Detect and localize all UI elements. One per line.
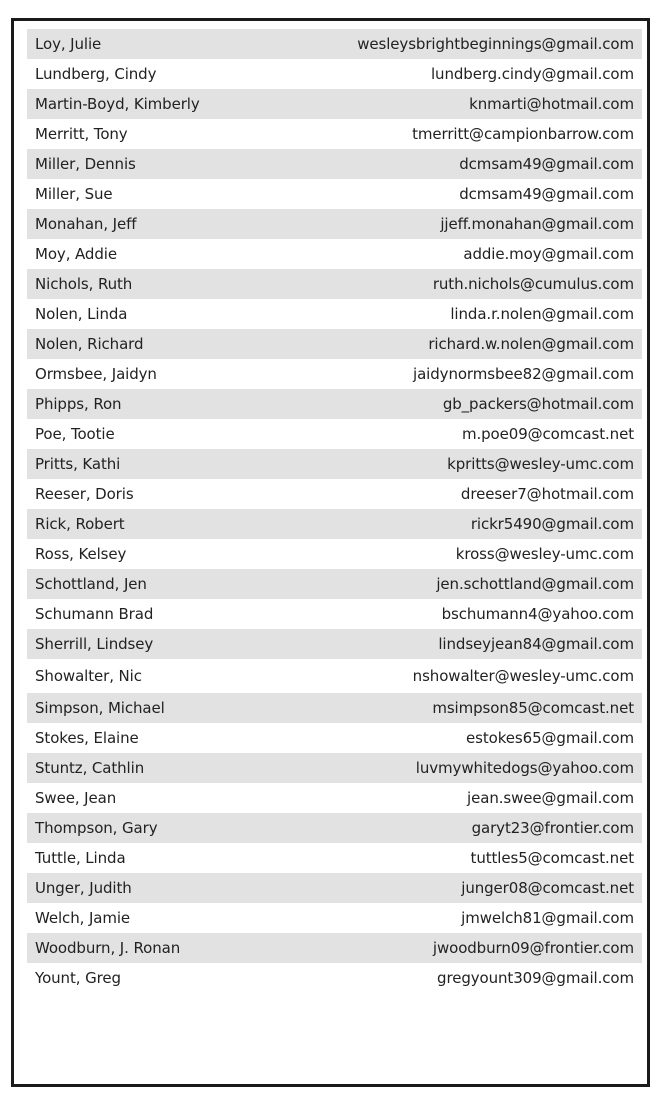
contact-name: Stuntz, Cathlin: [35, 759, 145, 777]
contact-name: Loy, Julie: [35, 35, 102, 53]
contact-email[interactable]: jwoodburn09@frontier.com: [432, 939, 634, 957]
contact-name: Nolen, Richard: [35, 335, 144, 353]
contact-email[interactable]: kpritts@wesley-umc.com: [447, 455, 634, 473]
contact-name: Yount, Greg: [35, 969, 121, 987]
contact-email[interactable]: tuttles5@comcast.net: [470, 849, 634, 867]
contact-name: Miller, Dennis: [35, 155, 136, 173]
table-row: [27, 813, 642, 843]
contact-email[interactable]: rickr5490@gmail.com: [470, 515, 634, 533]
contact-email[interactable]: jaidynormsbee82@gmail.com: [413, 365, 634, 383]
contact-email[interactable]: dreeser7@hotmail.com: [460, 485, 634, 503]
contact-name: Welch, Jamie: [35, 909, 131, 927]
contact-name: Reeser, Doris: [35, 485, 134, 503]
contact-email[interactable]: nshowalter@wesley-umc.com: [412, 667, 634, 685]
contact-email[interactable]: jmwelch81@gmail.com: [461, 909, 634, 927]
table-row: [27, 239, 642, 269]
table-row: [27, 629, 642, 659]
contact-name: Nolen, Linda: [35, 305, 128, 323]
contact-name: Martin-Boyd, Kimberly: [35, 95, 200, 113]
contact-name: Thompson, Gary: [35, 819, 158, 837]
contact-email[interactable]: wesleysbrightbeginnings@gmail.com: [357, 35, 634, 53]
contact-name: Merritt, Tony: [35, 125, 128, 143]
table-row: [27, 149, 642, 179]
directory-frame: [11, 18, 650, 1087]
table-row: [27, 599, 642, 629]
contact-email[interactable]: garyt23@frontier.com: [471, 819, 634, 837]
table-row: [27, 693, 642, 723]
contact-name: Phipps, Ron: [35, 395, 122, 413]
table-row: [27, 723, 642, 753]
table-row: [27, 843, 642, 873]
table-row: [27, 479, 642, 509]
contact-name: Showalter, Nic: [35, 667, 142, 685]
table-row: [27, 873, 642, 903]
contact-email[interactable]: lindseyjean84@gmail.com: [438, 635, 634, 653]
table-row: [27, 119, 642, 149]
table-row: [27, 509, 642, 539]
contact-email[interactable]: jjeff.monahan@gmail.com: [440, 215, 634, 233]
contact-email[interactable]: richard.w.nolen@gmail.com: [428, 335, 634, 353]
contact-name: Pritts, Kathi: [35, 455, 121, 473]
table-row: [27, 419, 642, 449]
contact-email[interactable]: m.poe09@comcast.net: [461, 425, 634, 443]
table-row: [27, 179, 642, 209]
contact-email[interactable]: linda.r.nolen@gmail.com: [450, 305, 634, 323]
table-row: [27, 329, 642, 359]
contact-name: Swee, Jean: [35, 789, 117, 807]
table-row: [27, 569, 642, 599]
contact-email[interactable]: estokes65@gmail.com: [466, 729, 634, 747]
contact-email[interactable]: dcmsam49@gmail.com: [459, 155, 634, 173]
contact-email[interactable]: junger08@comcast.net: [461, 879, 634, 897]
contact-name: Simpson, Michael: [35, 699, 165, 717]
contact-email[interactable]: dcmsam49@gmail.com: [459, 185, 634, 203]
contact-email[interactable]: gregyount309@gmail.com: [437, 969, 634, 987]
table-row: [27, 449, 642, 479]
contact-name: Rick, Robert: [35, 515, 125, 533]
contact-name: Sherrill, Lindsey: [35, 635, 154, 653]
contact-email[interactable]: jean.swee@gmail.com: [467, 789, 634, 807]
contact-name: Poe, Tootie: [35, 425, 115, 443]
contact-email[interactable]: lundberg.cindy@gmail.com: [430, 65, 634, 83]
contact-email[interactable]: tmerritt@campionbarrow.com: [412, 125, 634, 143]
table-row: [27, 269, 642, 299]
table-row: [27, 89, 642, 119]
contact-name: Nichols, Ruth: [35, 275, 133, 293]
table-row: [27, 753, 642, 783]
contact-email[interactable]: knmarti@hotmail.com: [469, 95, 634, 113]
table-row: [27, 963, 642, 993]
table-row: [27, 209, 642, 239]
contact-email[interactable]: gb_packers@hotmail.com: [442, 395, 634, 413]
table-row: [27, 389, 642, 419]
contact-name: Moy, Addie: [35, 245, 117, 263]
contact-name: Tuttle, Linda: [35, 849, 126, 867]
directory-table: [27, 29, 642, 993]
contact-email[interactable]: ruth.nichols@cumulus.com: [432, 275, 634, 293]
table-row: [27, 933, 642, 963]
contact-name: Monahan, Jeff: [35, 215, 137, 233]
contact-email[interactable]: addie.moy@gmail.com: [463, 245, 634, 263]
contact-email[interactable]: msimpson85@comcast.net: [432, 699, 634, 717]
contact-name: Schottland, Jen: [35, 575, 147, 593]
contact-name: Miller, Sue: [35, 185, 113, 203]
table-row: [27, 299, 642, 329]
table-row: [27, 903, 642, 933]
table-row: [27, 359, 642, 389]
table-row: [27, 659, 642, 693]
contact-name: Ormsbee, Jaidyn: [35, 365, 157, 383]
contact-name: Unger, Judith: [35, 879, 132, 897]
contact-name: Lundberg, Cindy: [35, 65, 157, 83]
contact-name: Ross, Kelsey: [35, 545, 127, 563]
table-row: [27, 539, 642, 569]
contact-email[interactable]: kross@wesley-umc.com: [455, 545, 634, 563]
contact-email[interactable]: jen.schottland@gmail.com: [436, 575, 634, 593]
contact-name: Woodburn, J. Ronan: [35, 939, 181, 957]
contact-name: Stokes, Elaine: [35, 729, 139, 747]
table-row: [27, 59, 642, 89]
contact-email[interactable]: bschumann4@yahoo.com: [441, 605, 634, 623]
contact-name: Schumann Brad: [35, 605, 154, 623]
table-row: [27, 29, 642, 59]
contact-email[interactable]: luvmywhitedogs@yahoo.com: [415, 759, 634, 777]
table-row: [27, 783, 642, 813]
